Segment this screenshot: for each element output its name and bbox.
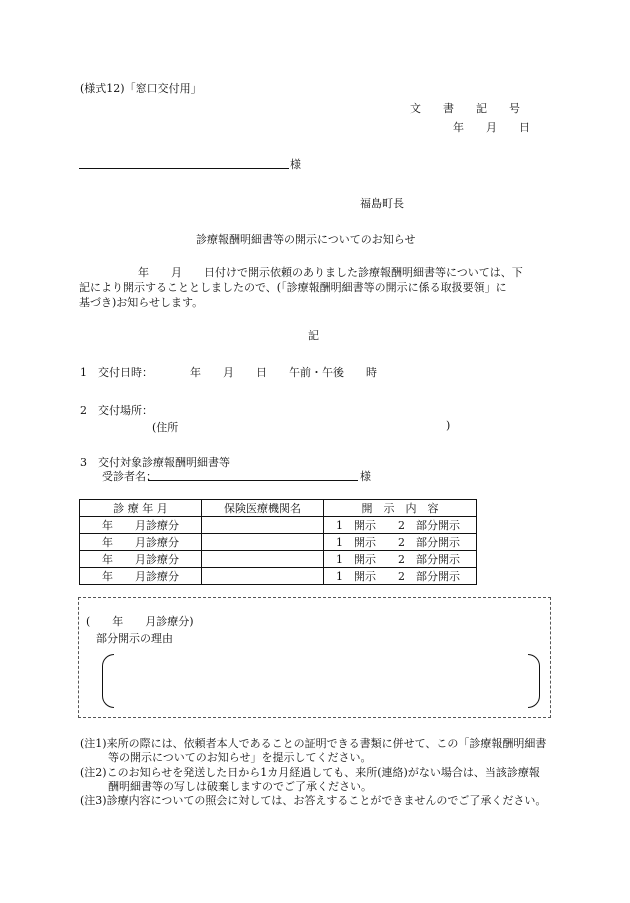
row-disclosure: 1 開示 2 部分開示 (324, 568, 477, 585)
intro-line-2: 記により開示することとしましたので、(「診療報酬明細書等の開示に係る取扱要領」に (79, 281, 507, 294)
intro-line-1: 年 月 日付けで開示依頼のありました診療報酬明細書等については、下 (138, 266, 523, 279)
patient-suffix: 様 (360, 470, 371, 483)
row-institution (202, 517, 324, 534)
table-row (80, 517, 477, 534)
recipient-name-line (79, 168, 289, 169)
row-institution (202, 534, 324, 551)
item1-label: 1 交付日時： (80, 366, 153, 379)
reason-open-bracket (102, 654, 114, 708)
form-label: (様式12)「窓口交付用」 (80, 82, 202, 95)
patient-name-line (148, 480, 358, 481)
note-2-text: (注2)このお知らせを発送した日から1カ月経過しても、来所(連絡)がない場合は、当該診療報酬明細書等の写しは破棄しますのでご了承ください。 (80, 766, 540, 793)
date-label: 年 月 日 (453, 121, 530, 134)
row-period: 年 月診療分 (80, 517, 202, 534)
item3-label: 3 交付対象診療報酬明細書等 (80, 456, 230, 469)
address-open: (住所 (152, 421, 179, 434)
note-1-text: (注1)来所の際には、依頼者本人であることの証明できる書類に併せて、この「診療報酬明細書等の開示についてのお知らせ」を提示してください。 (80, 737, 547, 764)
row-disclosure: 1 開示 2 部分開示 (324, 534, 477, 551)
table-row (80, 551, 477, 568)
document-number-label: 文 書 記 号 (410, 102, 520, 115)
address-close: ) (446, 419, 451, 432)
page-title: 診療報酬明細書等の開示についてのお知らせ (196, 233, 416, 246)
issuer: 福島町長 (360, 197, 404, 210)
note-1 (80, 737, 550, 765)
item2-label: 2 交付場所： (80, 404, 153, 417)
row-period: 年 月診療分 (80, 568, 202, 585)
note-3 (80, 794, 550, 808)
reason-label: 部分開示の理由 (96, 632, 173, 645)
table-row (80, 568, 477, 585)
header-institution: 保険医療機関名 (202, 500, 324, 517)
intro-line-3: 基づき)お知らせします。 (79, 296, 204, 309)
note-3-text: (注3)診療内容についての照会に対しては、お答えすることができませんのでご了承ください。 (80, 794, 547, 807)
note-2 (80, 766, 550, 794)
row-period: 年 月診療分 (80, 551, 202, 568)
row-institution (202, 551, 324, 568)
header-disclosure: 開 示 内 容 (324, 500, 477, 517)
item1-value: 年 月 日 午前・午後 時 (190, 366, 377, 379)
reason-period: ( 年 月診療分) (86, 615, 194, 628)
disclosure-table (79, 499, 477, 585)
header-period: 診 療 年 月 (80, 500, 202, 517)
row-period: 年 月診療分 (80, 534, 202, 551)
ki-heading: 記 (308, 329, 319, 342)
table-header-row (80, 500, 477, 517)
row-disclosure: 1 開示 2 部分開示 (324, 517, 477, 534)
row-institution (202, 568, 324, 585)
patient-label: 受診者名： (102, 470, 157, 483)
table-row (80, 534, 477, 551)
recipient-suffix: 様 (290, 158, 301, 171)
reason-close-bracket (528, 654, 540, 708)
row-disclosure: 1 開示 2 部分開示 (324, 551, 477, 568)
